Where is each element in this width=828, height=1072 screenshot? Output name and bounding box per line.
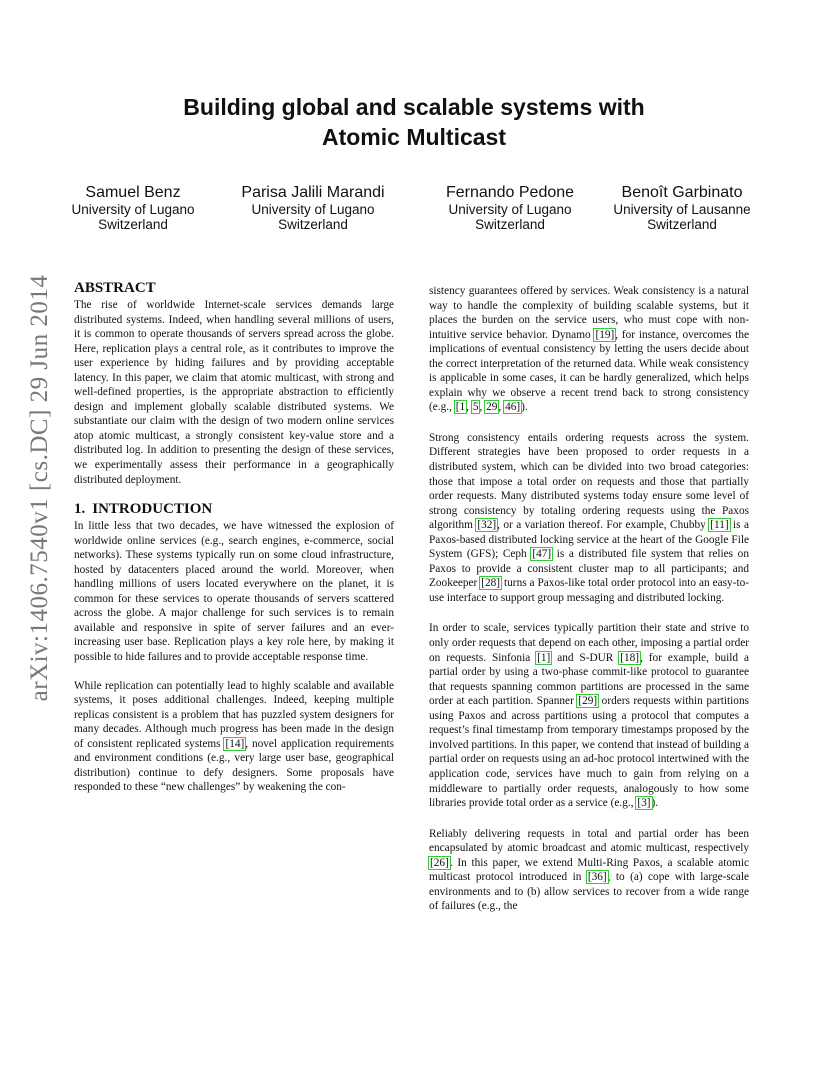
title-line-2: Atomic Multicast xyxy=(321,124,507,150)
paragraph-text: is a Paxos-based distributed locking service at the heart of the Google File System (GFS); Ceph xyxy=(429,519,749,561)
left-column xyxy=(74,280,394,809)
citation-link[interactable]: [36] xyxy=(587,871,607,884)
author-affiliation: University of Lugano xyxy=(448,202,572,217)
citation-link[interactable]: [29] xyxy=(578,695,598,708)
paragraph-text: ). xyxy=(651,797,659,810)
separator: , xyxy=(479,401,486,414)
separator: , xyxy=(498,401,505,414)
author-block xyxy=(415,183,605,232)
arxiv-identifier: arXiv:1406.7540v1 [cs.DC] 29 Jun 2014 xyxy=(26,274,53,702)
abstract-text: The rise of worldwide Internet-scale services demands large distributed systems. Indeed, when handling several millions of users, it is common to operate thousands of servers spread across the globe. Here, replication plays a central role, as it contributes to improve the user experience by hiding failures and by providing acceptable latency. In this paper, we claim that atomic multicast, with strong and well-defined properties, is the appropriate abstraction to efficiently design and implement globally scalable distributed systems. We substantiate our claim with the design of two modern online services atop atomic multicast, a strongly consistent key-value store and a distributed log. In addition to presenting the design of these services, we experimentally assess their performance in a geographically distributed deployment. xyxy=(74,299,394,486)
citation-link[interactable]: [1] xyxy=(537,651,551,664)
author-affiliation: University of Lugano xyxy=(251,202,375,217)
citation-link[interactable]: [26] xyxy=(430,856,449,869)
intro-paragraph-6 xyxy=(429,827,749,914)
intro-paragraph-3 xyxy=(429,284,749,415)
author-affiliation: University of Lugano xyxy=(71,202,195,217)
paragraph-text: , to (a) cope with large-scale environments and to (b) allow services to recover from a wide range of failures (e.g., the xyxy=(429,871,749,913)
author-country: Switzerland xyxy=(98,217,168,232)
citation-link[interactable]: [32] xyxy=(477,519,497,532)
intro-paragraph-2 xyxy=(74,679,394,795)
citation-link[interactable]: [3] xyxy=(637,797,651,810)
intro-paragraph-4 xyxy=(429,431,749,606)
author-name: Benoît Garbinato xyxy=(621,184,743,201)
paragraph-text: , novel application requirements and environment conditions (e.g., very large user base, geographical distribution) continue to defy designers. Some proposals have responded to these “new challenges” by weakening the con- xyxy=(74,737,394,794)
citation-link[interactable]: 5 xyxy=(472,401,479,414)
paragraph-text: In order to scale, services typically partition their state and strive to only order requests that depend on each other, imposing a partial order on requests. Sinfonia xyxy=(429,622,749,664)
introduction-heading xyxy=(74,501,394,518)
author-block xyxy=(38,183,228,232)
paragraph-text: ). xyxy=(521,401,528,414)
paragraph-text: is a distributed file system that relies on Paxos to provide a consistent cluster map to all participants; and Zookeeper xyxy=(429,548,749,590)
citation-link[interactable]: [14] xyxy=(225,737,245,750)
paragraph-text: sistency guarantees offered by services. Weak consistency is a natural way to handle the complexity of building scalable systems, but it places the burden on the service users, who must cope with non-intuitive service behavior. Dynamo xyxy=(429,285,749,341)
author-block xyxy=(218,183,408,232)
abstract-heading: ABSTRACT xyxy=(74,280,156,296)
paragraph-text: turns a Paxos-like total order protocol into an easy-to-use interface to support group messaging and distributed locking. xyxy=(429,577,750,604)
citation-link[interactable]: [18] xyxy=(620,651,640,664)
paragraph-text: While replication can potentially lead to highly scalable and available systems, it poses additional challenges. Indeed, keeping multiple replicas consistent is a problem that has puzzled system designers for many decades. Although much progress has been made in the design of consistent replicated systems xyxy=(74,679,394,750)
citation-link[interactable]: [11] xyxy=(710,519,729,532)
author-name: Fernando Pedone xyxy=(445,184,575,201)
citation-link[interactable]: [1 xyxy=(455,401,466,414)
author-block xyxy=(587,183,777,232)
section-number: 1. xyxy=(74,501,86,518)
citation-link[interactable]: [28] xyxy=(481,577,501,590)
paragraph-text: orders requests within partitions using Paxos and across partitions using a protocol that computes a request’s final timestamp from temporary timestamps proposed by the involved partitions. In this paper, we contend that instead of building a partial order on requests using an ad-hoc protocol intertwined with the application code, services have much to gain from relying on a middleware to partially order requests, analogously to how some libraries provide total order as a service (e.g., xyxy=(429,695,749,810)
paragraph-text: Strong consistency entails ordering requests across the system. Different strategies have been proposed to order requests in a distributed system, which can be divided into two broad categories: those that impose a total order on requests and those that partially order requests. Many distributed systems today ensure some level of strong consistency by totaling ordering requests using the Paxos algorithm xyxy=(429,431,749,532)
citation-link[interactable]: [19] xyxy=(595,328,615,341)
citation-link[interactable]: 29 xyxy=(486,401,498,414)
author-affiliation: University of Lausanne xyxy=(613,202,751,217)
citation-link[interactable]: 46] xyxy=(505,401,521,414)
author-name: Samuel Benz xyxy=(85,184,181,201)
author-country: Switzerland xyxy=(475,217,545,232)
paragraph-text: , for example, build a partial order by using a two-phase commit-like protocol to guarantee that requests spanning common partitions are processed in the same order at each partition. Spanner xyxy=(429,651,749,708)
intro-paragraph-5 xyxy=(429,621,749,810)
section-title: INTRODUCTION xyxy=(92,501,213,518)
paragraph-text: , for instance, overcomes the implications of eventual consistency by letting the users decide about the correct interpretation of the returned data. While weak consistency is applicable in some cases, it can be hardly generalized, which helps explain why we observe a recent trend back to strong consistency (e.g., xyxy=(429,328,749,414)
citation-link[interactable]: [47] xyxy=(532,548,552,561)
paragraph-text: , or a variation thereof. For example, Chubby xyxy=(497,519,710,532)
intro-paragraph-1: In little less that two decades, we have witnessed the explosion of worldwide online services (e.g., search engines, e-commerce, social networks). These systems typically run on some cloud infrastructure, hosted by datacenters placed around the world. Moreover, when handling millions of users located everywhere on the planet, it is common for these services to operate thousands of servers scattered across the globe. A major challenge for such services is to remain available and responsive in spite of server failures and an ever-increasing user base. Replication plays a key role here, by making it possible to hide failures and to provide acceptable response time. xyxy=(74,520,394,664)
right-column xyxy=(429,284,749,930)
paragraph-text: . In this paper, we extend Multi-Ring Paxos, a scalable atomic multicast protocol introduced in xyxy=(429,856,749,884)
author-country: Switzerland xyxy=(647,217,717,232)
author-name: Parisa Jalili Marandi xyxy=(241,184,385,201)
title-line-1: Building global and scalable systems with xyxy=(183,94,645,120)
paragraph-text: and S-DUR xyxy=(551,651,620,664)
paper-title xyxy=(0,92,828,152)
author-country: Switzerland xyxy=(278,217,348,232)
paragraph-text: Reliably delivering requests in total and partial order has been encapsulated by atomic broadcast and atomic multicast, respectively xyxy=(429,827,749,855)
separator: , xyxy=(466,401,472,414)
